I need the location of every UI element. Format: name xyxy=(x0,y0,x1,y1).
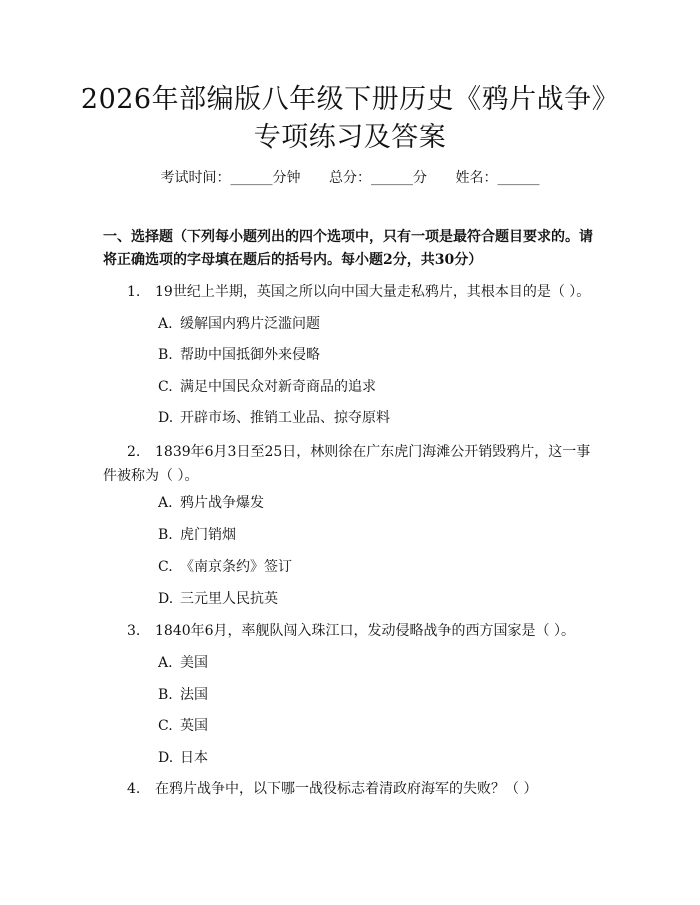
option-text: 鸦片战争爆发 xyxy=(180,495,264,511)
option-1a xyxy=(158,313,598,335)
question-text: 在鸦片战争中，以下哪一战役标志着清政府海军的失败？（ ） xyxy=(155,781,538,797)
exam-time: 考试时间：______分钟 xyxy=(160,170,301,186)
option-letter: A. xyxy=(158,495,173,511)
section-title: 一、选择题（下列每小题列出的四个选项中，只有一项是最符合题目要求的。请将正确选项的字母填在题后的括号内。每小题2分，共30分） xyxy=(103,229,593,268)
option-1d xyxy=(158,407,598,429)
option-text: 三元里人民抗英 xyxy=(180,591,278,607)
option-letter: C. xyxy=(158,559,173,575)
question-4 xyxy=(103,777,603,801)
option-2c xyxy=(158,556,598,578)
option-letter: C. xyxy=(158,718,173,734)
option-text: 《南京条约》签订 xyxy=(180,559,292,575)
exam-info xyxy=(0,168,700,188)
option-text: 美国 xyxy=(180,655,208,671)
option-text: 开辟市场、推销工业品、掠夺原料 xyxy=(180,410,390,426)
option-text: 日本 xyxy=(180,750,208,766)
option-letter: C. xyxy=(158,379,173,395)
document-title-line1: 2026年部编版八年级下册历史《鸦片战争》 xyxy=(80,84,620,115)
option-3b xyxy=(158,684,598,706)
option-letter: D. xyxy=(158,410,174,426)
exam-score: 总分：______分 xyxy=(329,170,427,186)
option-3a xyxy=(158,652,598,674)
document-title-line2: 专项练习及答案 xyxy=(253,122,447,153)
option-text: 法国 xyxy=(180,687,208,703)
question-number: 2. xyxy=(127,444,141,460)
option-text: 英国 xyxy=(180,718,208,734)
question-2 xyxy=(103,440,603,488)
question-number: 1. xyxy=(127,284,141,300)
option-2d xyxy=(158,588,598,610)
option-letter: A. xyxy=(158,655,173,671)
question-text: 19世纪上半期，英国之所以向中国大量走私鸦片，其根本目的是（ ）。 xyxy=(155,284,591,300)
option-text: 缓解国内鸦片泛滥问题 xyxy=(180,316,320,332)
option-text: 帮助中国抵御外来侵略 xyxy=(180,347,320,363)
option-1c xyxy=(158,376,598,398)
option-2b xyxy=(158,524,598,546)
option-letter: A. xyxy=(158,316,173,332)
exam-name: 姓名：______ xyxy=(455,170,540,186)
option-3c xyxy=(158,715,598,737)
option-letter: B. xyxy=(158,347,173,363)
option-letter: B. xyxy=(158,687,173,703)
option-3d xyxy=(158,747,598,769)
option-2a xyxy=(158,492,598,514)
question-text: 1840年6月，率舰队闯入珠江口，发动侵略战争的西方国家是（ ）。 xyxy=(155,623,575,639)
option-text: 虎门销烟 xyxy=(180,527,236,543)
question-text: 1839年6月3日至25日，林则徐在广东虎门海滩公开销毁鸦片，这一事件被称为（ ）。 xyxy=(103,444,591,484)
option-text: 满足中国民众对新奇商品的追求 xyxy=(180,379,376,395)
option-letter: D. xyxy=(158,750,174,766)
option-letter: D. xyxy=(158,591,174,607)
question-1 xyxy=(103,280,603,304)
question-3 xyxy=(103,619,603,643)
question-number: 4. xyxy=(127,781,141,797)
option-letter: B. xyxy=(158,527,173,543)
option-1b xyxy=(158,344,598,366)
question-number: 3. xyxy=(127,623,141,639)
